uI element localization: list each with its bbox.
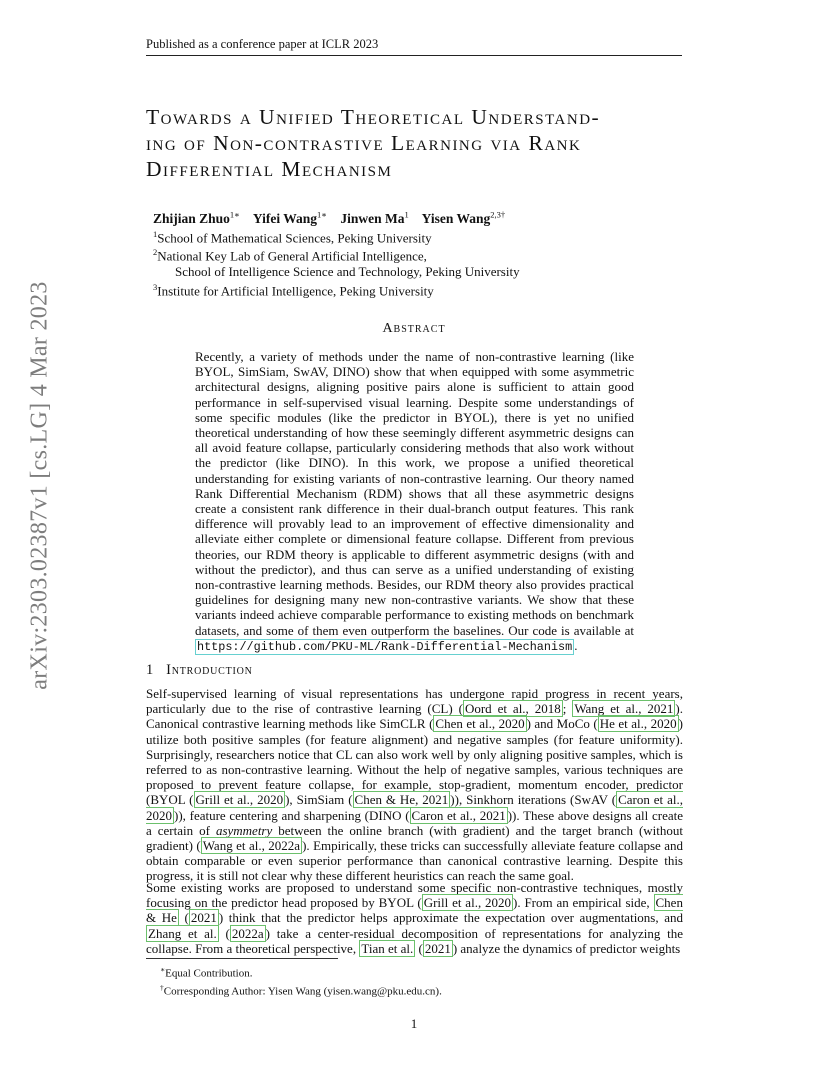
footnote-rule [146, 958, 338, 959]
citation-link[interactable]: Chen et al., 2020 [435, 716, 525, 732]
citation-link[interactable]: Chen & He [146, 895, 683, 926]
intro-paragraph-1: Self-supervised learning of visual representations has undergone rapid progress in recent years, particularly due to the rise of contrastive learning (CL) ( Oord et al., 2018 ; Wang et al., 2021 ). Canonical contrastive learning methods like SimCLR ( Chen et al., 2020 ) and MoCo ( He et al., 2020 ) utilize both positive samples (for feature alignment) and negative samples (for feature uniformity). Surprisingly, researchers notice that CL can also work well by only aligning positive samples, which is referred to as non-contrastive learning. Without the help of negative samples, various techniques are proposed to prevent feature collapse, for example, stop-gradient, momentum encoder, predictor (BYOL ( Grill et al., 2020 ), SimSiam ( Chen & He, 2021 )), Sinkhorn iterations (SwAV ( Caron et al., 2020 )), feature centering and sharpening (DINO ( Caron et al., 2021 )). These above designs all create a certain of asymmetry between the online branch (with gradient) and the target branch (without gradient) ( Wang et al., 2022a ). Empirically, these tricks can successfully alleviate feature collapse and obtain comparable or even superior performance than canonical contrastive learning. Despite this progress, it is still not clear why these different heuristics can reach the same goal. [146, 686, 683, 884]
footnote: ∗Equal Contribution. [160, 965, 253, 980]
title-line: Differential Mechanism [146, 157, 393, 181]
citation-link[interactable]: Chen & He, 2021 [354, 792, 449, 808]
citation-link[interactable]: Zhang et al. [148, 925, 217, 941]
author: Zhijian Zhuo$^{1∗}$ [153, 209, 240, 226]
author: Yifei Wang$^{1∗}$ [252, 209, 327, 226]
intro-paragraph-2: Some existing works are proposed to understand some specific non-contrastive techniques, mostly focusing on the predictor head proposed by BYOL ( Grill et al., 2020 ). From an empirical side, Chen & He ( 2021 ) think that the predictor helps approximate the expectation over augmentations, and Zhang et al. ( 2022a ) take a center-residual decomposition of representations for analyzing the collapse. From a theoretical perspective, Tian et al. ( 2021 ) analyze the dynamics of predictor weights [146, 880, 683, 956]
section-number: 1 [146, 662, 155, 678]
emphasis: asymmetry [215, 822, 273, 838]
author: Yisen Wang$^{2,3\dagger}$ [421, 209, 506, 226]
citation-link[interactable]: Caron et al., 2020 [146, 792, 683, 823]
citation-link[interactable]: Grill et al., 2020 [423, 895, 512, 911]
citation-link[interactable]: Grill et al., 2020 [195, 792, 284, 808]
citation-link[interactable]: Caron et al., 2021 [411, 807, 506, 823]
affiliation: School of Intelligence Science and Technology, Peking University [175, 264, 520, 280]
citation-link[interactable]: He et al., 2020 [599, 716, 677, 732]
title-line: Towards a Unified Theoretical Understand- [146, 105, 601, 129]
running-header: Published as a conference paper at ICLR 2023 [146, 36, 682, 56]
title-line: ing of Non-contrastive Learning via Rank [146, 131, 582, 155]
author-list [153, 206, 673, 227]
citation-link[interactable]: Tian et al. [361, 940, 414, 956]
citation-link[interactable]: 2021 [424, 940, 451, 956]
page-number: 1 [410, 1016, 418, 1031]
citation-link[interactable]: Wang et al., 2021 [574, 701, 674, 717]
arxiv-stamp [20, 280, 60, 690]
author-block [153, 206, 673, 298]
arxiv-stamp-text: arXiv:2303.02387v1 [cs.LG] 4 Mar 2023 [26, 280, 53, 690]
author: Jinwen Ma$^1$ [340, 209, 409, 226]
citation-link[interactable]: 2022a [231, 925, 264, 941]
citation-link[interactable]: Oord et al., 2018 [464, 701, 561, 717]
abstract-heading: Abstract [382, 321, 446, 336]
affiliation: $^2$National Key Lab of General Artificial Intelligence, [153, 247, 427, 264]
code-link[interactable]: https://github.com/PKU-ML/Rank-Differential-Mechanism [197, 639, 573, 654]
citation-link[interactable]: 2021 [190, 910, 217, 926]
footnotes [160, 963, 680, 998]
abstract-body: Recently, a variety of methods under the name of non-contrastive learning (like BYOL, SimSiam, SwAV, DINO) show that when equipped with some asymmetric architectural designs, aligning positive pairs alone is sufficient to attain good performance in self-supervised visual learning. Despite some understandings of some specific modules (like the predictor in BYOL), there is yet no unified theoretical understanding of how these seemingly different asymmetric designs can all avoid feature collapse, particularly considering methods that also work without the predictor (like DINO). In this work, we propose a unified theoretical understanding for existing variants of non-contrastive learning. Our theory named Rank Differential Mechanism (RDM) shows that all these asymmetric designs create a consistent rank difference in their dual-branch output features. This rank difference will provably lead to an improvement of effective dimensionality and alleviate either complete or dimensional feature collapse. Different from previous theories, our RDM theory is applicable to different asymmetric designs (with and without the predictor), and thus can serve as a unified understanding of existing non-contrastive learning methods. Besides, our RDM theory also provides practical guidelines for designing many new non-contrastive variants. We show that these variants indeed achieve comparable performance to existing methods on benchmark datasets, and some of them even outperform the baselines. Our code is available at https://github.com/PKU-ML/Rank-Differential-Mechanism . [195, 349, 634, 654]
affiliation: $^3$Institute for Artificial Intelligence, Peking University [153, 281, 434, 298]
footnote: †Corresponding Author: Yisen Wang (yisen.wang@pku.edu.cn). [160, 982, 442, 998]
affiliation: $^1$School of Mathematical Sciences, Peking University [153, 228, 432, 245]
section-title: Introduction [166, 662, 253, 678]
citation-link[interactable]: Wang et al., 2022a [202, 838, 301, 854]
paper-title [146, 104, 706, 182]
section-heading-introduction [146, 662, 682, 679]
